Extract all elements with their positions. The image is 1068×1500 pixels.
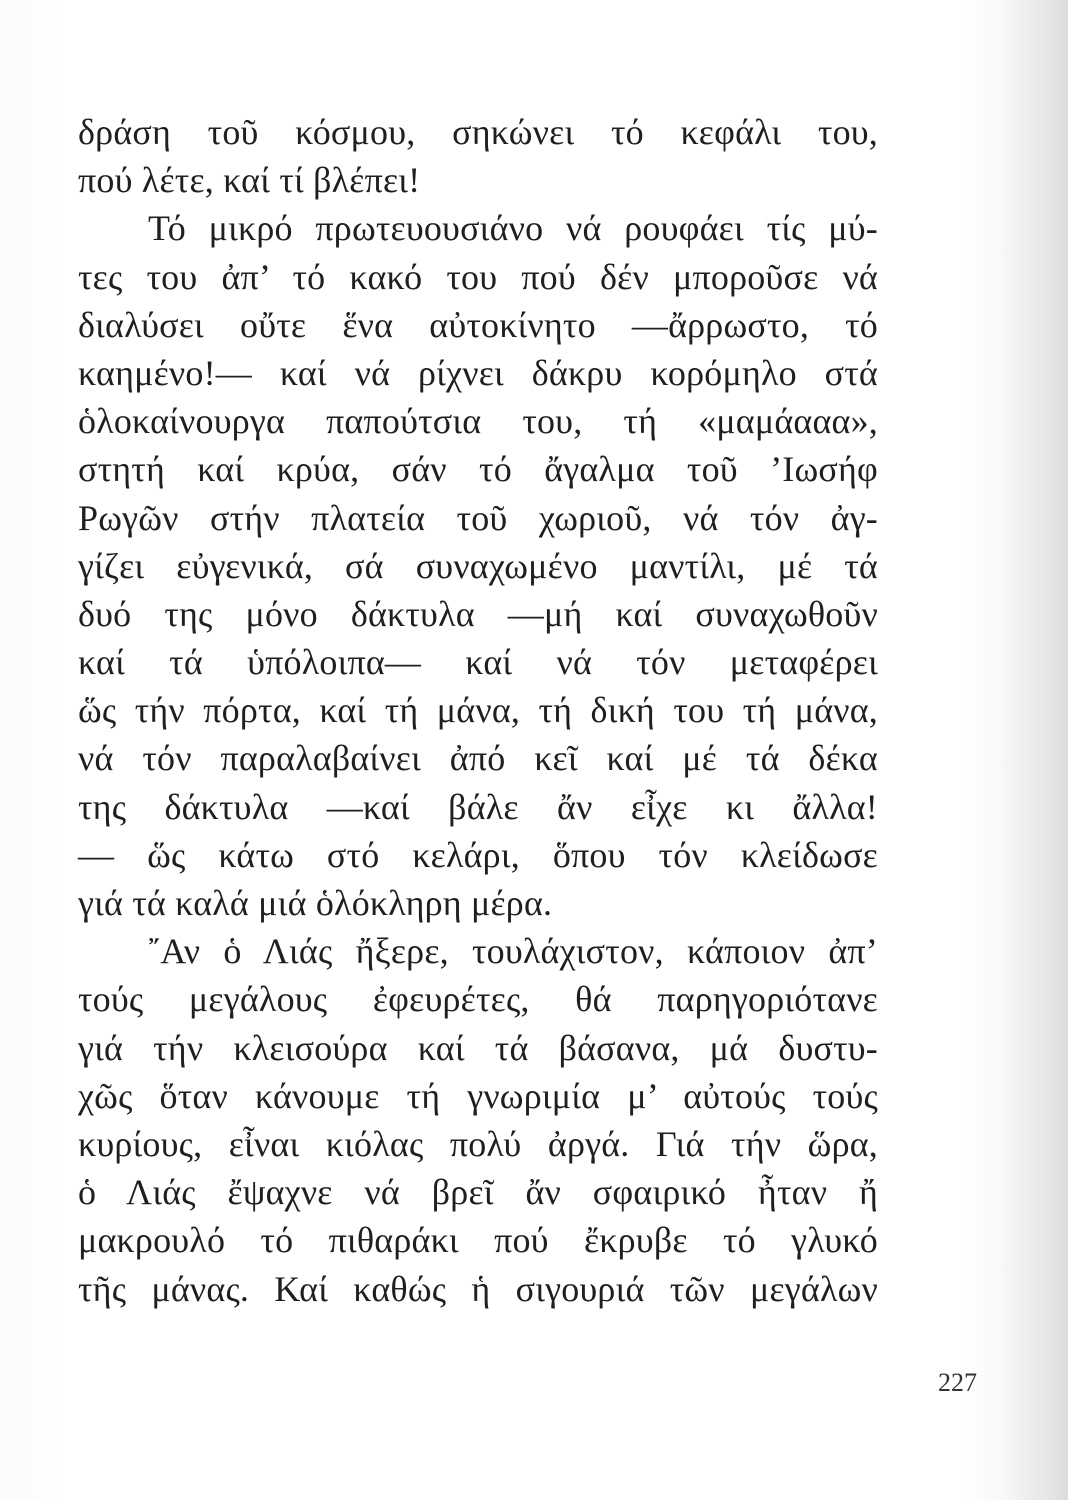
text-line: ῎Αν ὁ Λιάς ἤξερε, τουλάχιστον, κάποιον ἀπ’ [148,931,878,972]
text-line: της δάκτυλα —καί βάλε ἄν εἶχε κι ἄλλα! [78,786,878,827]
text-line: νά τόν παραλαβαίνει ἀπό κεῖ καί μέ τά δέκα [78,738,878,779]
text-line: τούς μεγάλους ἐφευρέτες, θά παρηγοριότανε [78,979,878,1020]
text-line: χῶς ὅταν κάνουμε τή γνωριμία μ’ αὐτούς τούς [78,1075,878,1116]
text-line: μακρουλό τό πιθαράκι πού ἔκρυβε τό γλυκό [78,1220,878,1261]
text-line: δράση τοῦ κόσμου, σηκώνει τό κεφάλι του, [78,112,878,152]
text-line: τες του ἀπ’ τό κακό του πού δέν μποροῦσε νά [78,256,878,297]
text-line: Ρωγῶν στήν πλατεία τοῦ χωριοῦ, νά τόν ἀγ- [78,497,878,538]
text-line: στητή καί κρύα, σάν τό ἄγαλμα τοῦ ’Ιωσήφ [78,449,878,490]
text-line: κυρίους, εἶναι κιόλας πολύ ἀργά. Γιά τήν ὥρα, [78,1123,878,1164]
text-line: Τό μικρό πρωτευουσιάνο νά ρουφάει τίς μύ- [148,208,878,249]
text-line: γίζει εὐγενικά, σά συναχωμένο μαντίλι, μέ τά [78,545,878,586]
page-edge-shadow [998,0,1068,1500]
text-line: ὁ Λιάς ἔψαχνε νά βρεῖ ἄν σφαιρικό ἦταν ἤ [78,1172,878,1213]
body-text [78,108,878,1313]
text-line: γιά τήν κλεισούρα καί τά βάσανα, μά δυστυ- [78,1027,878,1068]
text-line: — ὥς κάτω στό κελάρι, ὅπου τόν κλείδωσε [78,834,878,875]
page-number: 227 [938,1368,977,1397]
text-line: δυό της μόνο δάκτυλα —μή καί συναχωθοῦν [78,593,878,634]
text-line: πού λέτε, καί τί βλέπει! [78,160,421,201]
text-line: καί τά ὑπόλοιπα— καί νά τόν μεταφέρει [78,642,878,683]
text-line: τῆς μάνας. Καί καθώς ἡ σιγουριά τῶν μεγάλων [78,1268,878,1309]
text-line: διαλύσει οὔτε ἕνα αὐτοκίνητο —ἄρρωστο, τό [78,304,878,345]
text-line: ὁλοκαίνουργα παπούτσια του, τή «μαμάααα», [78,401,878,442]
text-line: ὥς τήν πόρτα, καί τή μάνα, τή δική του τή μάνα, [78,690,878,731]
text-line: καημένο!— καί νά ρίχνει δάκρυ κορόμηλο στά [78,352,878,393]
text-line: γιά τά καλά μιά ὁλόκληρη μέρα. [78,883,553,923]
